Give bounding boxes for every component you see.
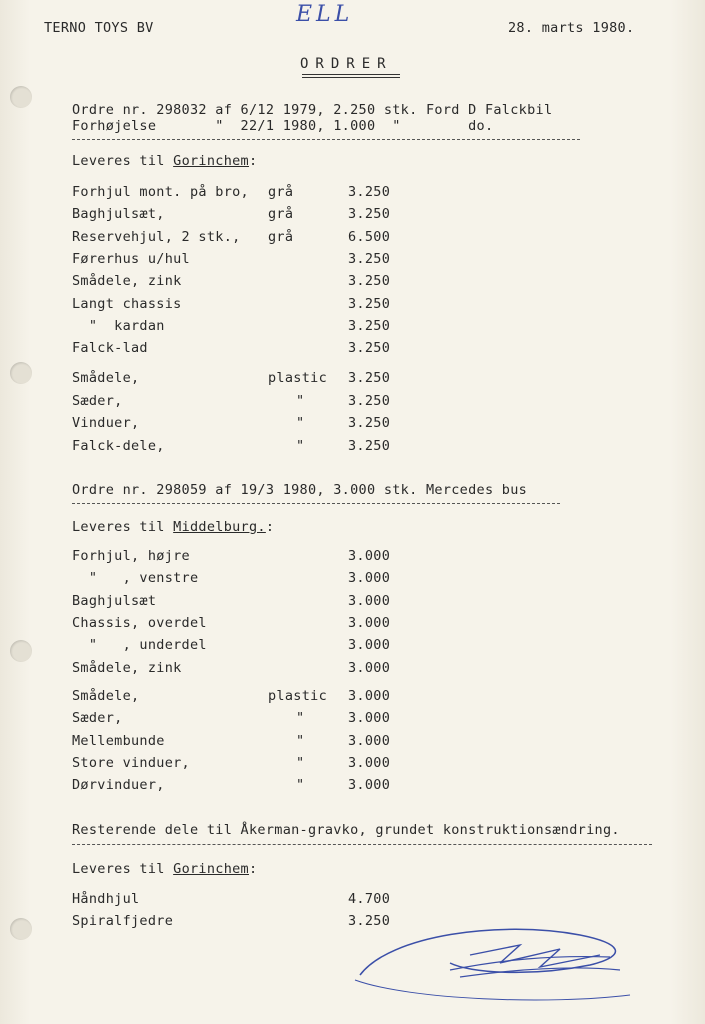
item-name: Baghjulsæt, (72, 206, 165, 223)
item-color: grå (268, 228, 294, 245)
divider (72, 503, 560, 504)
item-qty: 4.700 (348, 891, 391, 907)
item-name: Sæder, (72, 710, 123, 727)
item-qty: 3.000 (348, 637, 391, 654)
item-mat: plastic (268, 370, 327, 386)
item-mat: " (296, 732, 305, 749)
item-qty: 3.250 (348, 415, 391, 431)
item-name: Falck-dele, (72, 437, 165, 454)
item-name: Spiralfjedre (72, 913, 174, 929)
order1-deliver: Leveres til Gorinchem: (72, 153, 258, 169)
punch-hole (10, 918, 32, 940)
item-name: Forhjul mont. på bro, (72, 184, 249, 200)
item-qty: 6.500 (348, 228, 391, 245)
divider (72, 844, 652, 845)
item-color: grå (268, 184, 294, 200)
item-qty: 3.250 (348, 295, 391, 312)
item-qty: 3.250 (348, 913, 391, 929)
item-mat: " (296, 415, 305, 431)
order2-line1: Ordre nr. 298059 af 19/3 1980, 3.000 stk. Mercedes bus (72, 482, 528, 498)
remaining-deliver: Leveres til Gorinchem: (72, 861, 258, 877)
document-date: 28. marts 1980. (508, 20, 635, 36)
punch-hole (10, 86, 32, 108)
remaining-line1: Resterende dele til Åkerman-gravko, grundet konstruktionsændring. (72, 822, 620, 838)
item-name: Smådele, zink (72, 273, 182, 290)
item-name: Håndhjul (72, 891, 140, 907)
handwritten-initials: ELL (296, 2, 354, 27)
item-qty: 3.000 (348, 614, 391, 631)
company-name: TERNO TOYS BV (44, 20, 154, 36)
item-name: Baghjulsæt (72, 592, 157, 609)
item-name: Førerhus u/hul (72, 250, 190, 267)
item-name: Chassis, overdel (72, 614, 207, 631)
item-name: Store vinduer, (72, 754, 190, 771)
item-qty: 3.000 (348, 754, 391, 771)
item-qty: 3.250 (348, 206, 391, 223)
item-qty: 3.000 (348, 659, 391, 676)
signature-scribble (350, 915, 640, 1010)
item-mat: " (296, 437, 305, 454)
item-qty: 3.250 (348, 317, 391, 334)
item-name: Forhjul, højre (72, 548, 190, 564)
page-title: ORDRER (300, 56, 393, 72)
order2-deliver: Leveres til Middelburg.: (72, 519, 275, 535)
item-qty: 3.250 (348, 340, 391, 357)
item-name: Mellembunde (72, 732, 165, 749)
item-qty: 3.000 (348, 592, 391, 609)
item-name: Smådele, (72, 688, 140, 704)
item-name: Reservehjul, 2 stk., (72, 228, 241, 245)
divider (72, 139, 580, 140)
item-qty: 3.000 (348, 777, 391, 794)
item-qty: 3.250 (348, 273, 391, 290)
item-qty: 3.000 (348, 548, 391, 564)
item-color: grå (268, 206, 294, 223)
item-qty: 3.000 (348, 710, 391, 727)
item-qty: 3.000 (348, 570, 391, 587)
item-mat: " (296, 710, 305, 727)
item-mat: " (296, 777, 305, 794)
item-name: Dørvinduer, (72, 777, 165, 794)
item-qty: 3.250 (348, 250, 391, 267)
item-name: Smådele, (72, 370, 140, 386)
order1-line2: Forhøjelse " 22/1 1980, 1.000 " do. (72, 118, 494, 134)
item-qty: 3.000 (348, 688, 391, 704)
punch-hole (10, 362, 32, 384)
punch-hole (10, 640, 32, 662)
item-qty: 3.250 (348, 370, 391, 386)
item-name: Langt chassis (72, 295, 182, 312)
item-qty: 3.250 (348, 184, 391, 200)
item-qty: 3.250 (348, 437, 391, 454)
item-name: " , venstre (72, 570, 199, 587)
item-name: Smådele, zink (72, 659, 182, 676)
item-name: " kardan (72, 317, 165, 334)
item-name: Sæder, (72, 392, 123, 409)
item-name: Vinduer, (72, 415, 140, 431)
order1-line1: Ordre nr. 298032 af 6/12 1979, 2.250 stk. Ford D Falckbil (72, 102, 553, 118)
item-mat: " (296, 754, 305, 771)
item-qty: 3.250 (348, 392, 391, 409)
item-mat: plastic (268, 688, 327, 704)
item-name: Falck-lad (72, 340, 148, 357)
item-qty: 3.000 (348, 732, 391, 749)
title-underline (302, 74, 400, 78)
item-mat: " (296, 392, 305, 409)
item-name: " , underdel (72, 637, 207, 654)
